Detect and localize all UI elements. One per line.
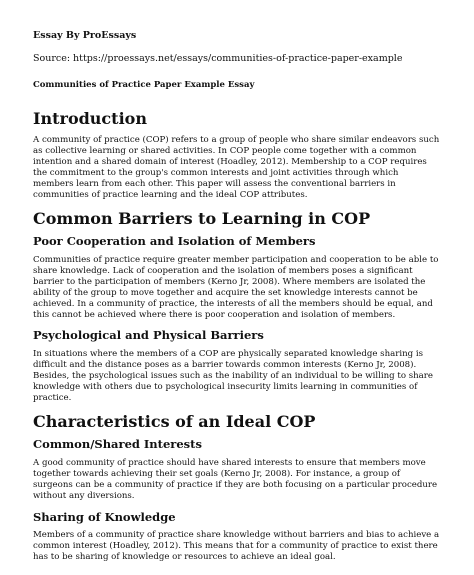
heading-ideal-cop: Characteristics of an Ideal COP: [33, 411, 316, 431]
paragraph-poor-cooperation: Communities of practice require greater member participation and cooperation to be able to share knowledge. Lack of cooperation and the isolation of members poses a significant barrier to the participation of members (Kerno Jr, 2008). Where members are isolated the ability of the group to move together and acquire the set knowledge interests cannot be achieved. In a community of practice, the interests of all the members should be equal, and this cannot be achieved where there is poor cooperation and isolation of members.: [33, 255, 439, 320]
subheading-poor-cooperation: Poor Cooperation and Isolation of Members: [33, 234, 316, 249]
subheading-shared-interests: Common/Shared Interests: [33, 437, 202, 452]
paragraph-sharing-knowledge: Members of a community of practice share knowledge without barriers and bias to achieve a common interest (Hoadley, 2012). This means that for a community of practice to exist there has to be sharing of knowledge or resources to achieve an ideal goal.: [33, 530, 440, 563]
site-brand: Essay By ProEssays: [33, 30, 137, 41]
subheading-sharing-knowledge: Sharing of Knowledge: [33, 509, 176, 524]
document-title: Communities of Practice Paper Example Essay: [33, 80, 255, 90]
subheading-psychological-barriers: Psychological and Physical Barriers: [33, 328, 264, 343]
paragraph-shared-interests: A good community of practice should have shared interests to ensure that members move together towards achieving their set goals (Kerno Jr, 2008). For instance, a group of surgeons can be a community of practice if they are both focusing on a particular procedure without any diversions.: [33, 457, 438, 501]
heading-introduction: Introduction: [33, 109, 147, 128]
paragraph-introduction: A community of practice (COP) refers to a group of people who share similar endeavors such as collective learning or shared activities. In COP people come together with a common intention and a shared domain of interest (Hoadley, 2012). Membership to a COP requires the commitment to the group's common interests and joint activities through which members learn from each other. This paper will assess the conventional barriers in communities of practice learning and the ideal COP attributes.: [33, 135, 440, 200]
source-line: Source: https://proessays.net/essays/communities-of-practice-paper-example: [33, 53, 403, 64]
heading-common-barriers: Common Barriers to Learning in COP: [33, 208, 371, 228]
paragraph-psychological-barriers: In situations where the members of a COP are physically separated knowledge sharing is difficult and the distance poses as a barrier towards common interests (Kerno Jr, 2008). Besides, the psychological issues such as the inability of an individual to be willing to share knowledge with others due to psychological insecurity limits learning in communities of practice.: [33, 349, 433, 403]
